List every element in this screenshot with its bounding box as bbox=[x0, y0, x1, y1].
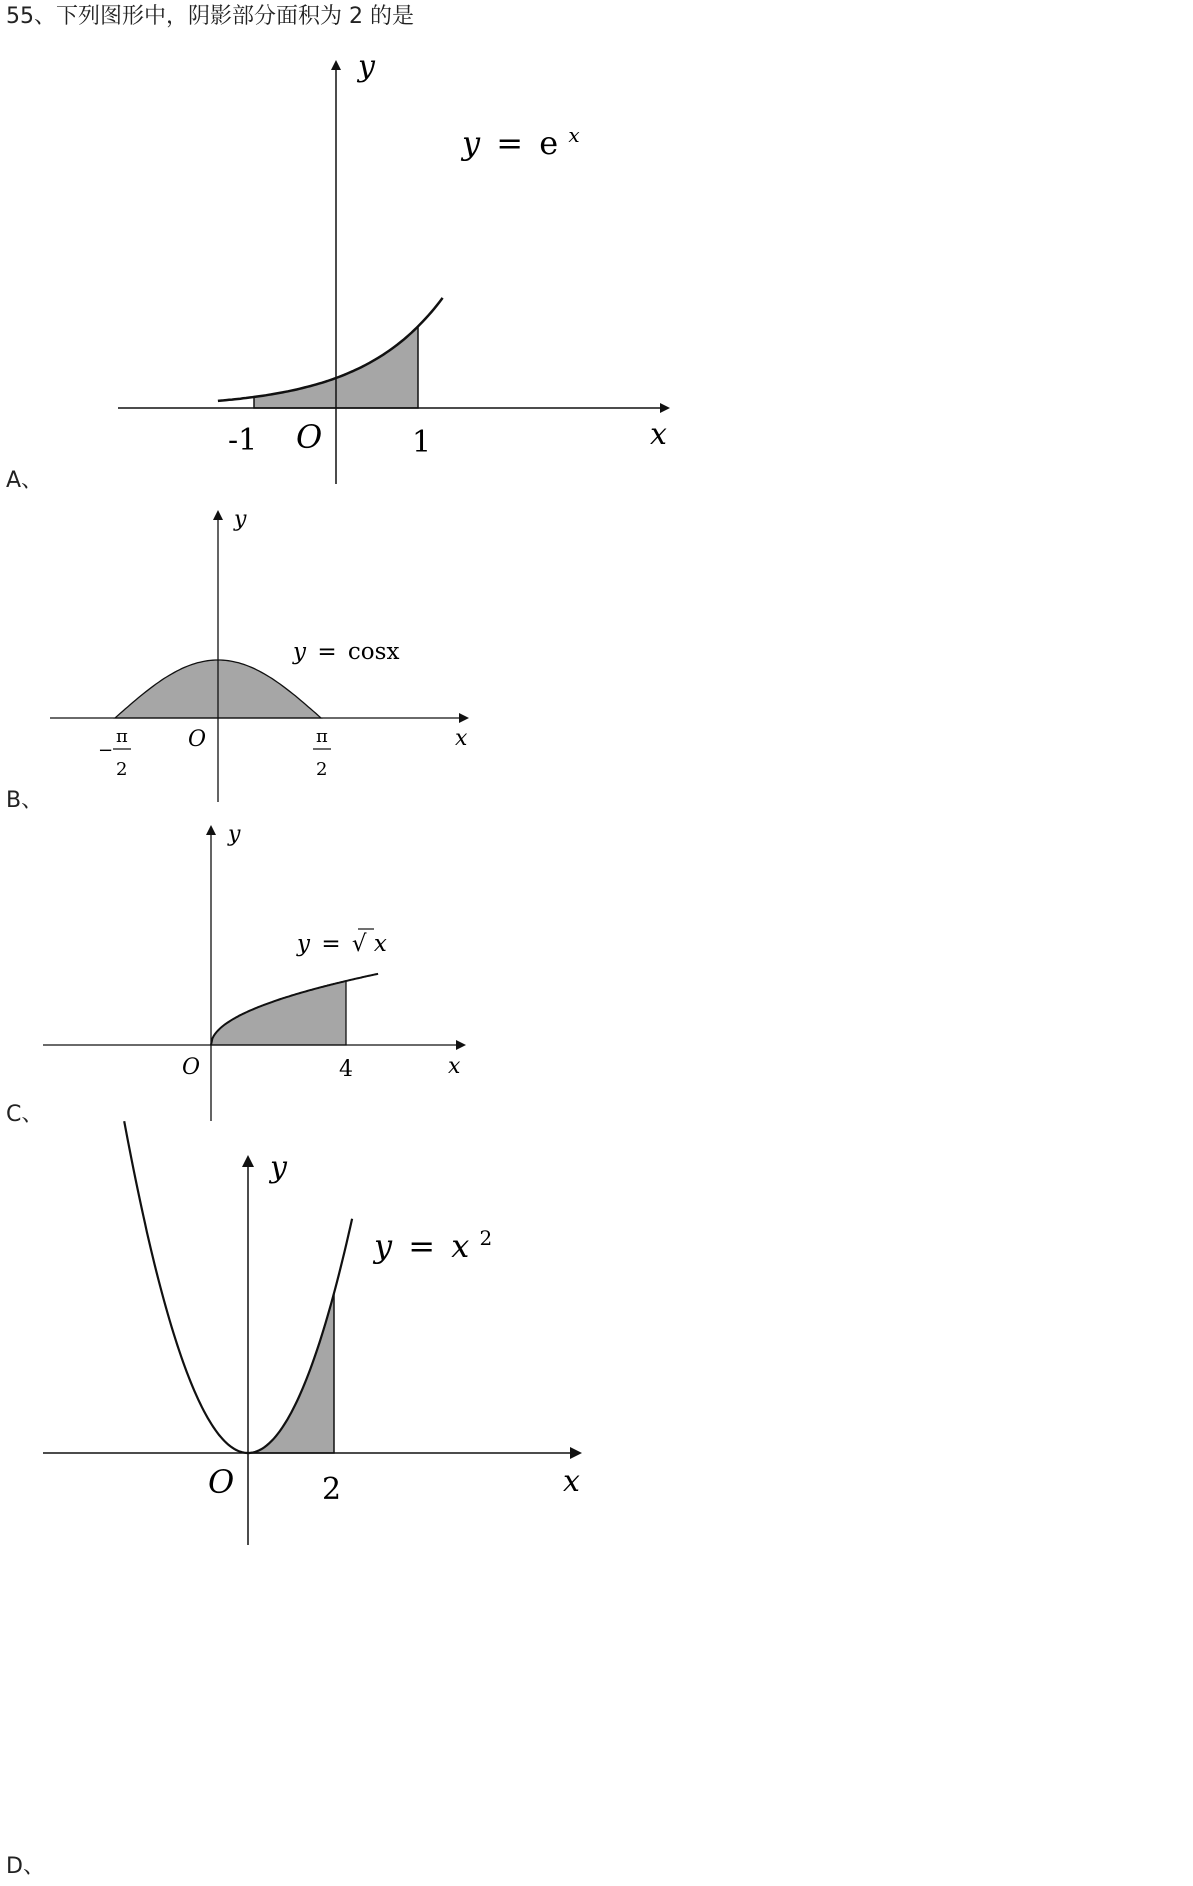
x-axis-label-b: x bbox=[455, 726, 468, 751]
shaded-region-c bbox=[211, 981, 346, 1045]
origin-label-d: O bbox=[208, 1463, 235, 1501]
question-text: 55、下列图形中，阴影部分面积为 2 的是 bbox=[6, 4, 414, 29]
function-label-b: y = cosx bbox=[293, 639, 400, 665]
tick-label-c-4: 4 bbox=[339, 1057, 353, 1082]
option-b-label: B、 bbox=[6, 788, 44, 813]
svg-text:π: π bbox=[116, 726, 128, 747]
svg-text:2: 2 bbox=[316, 759, 328, 780]
x-axis-label-c: x bbox=[448, 1054, 461, 1079]
x-axis-label-a: x bbox=[650, 417, 667, 452]
y-axis-label-b: y bbox=[234, 507, 247, 532]
x-axis-label-d: x bbox=[563, 1464, 580, 1499]
option-c-label: C、 bbox=[6, 1102, 44, 1127]
tick-label-b-neg-half-pi bbox=[98, 726, 131, 780]
graph-c bbox=[0, 815, 1193, 1125]
option-a-label: A、 bbox=[6, 468, 44, 493]
y-axis-label-a: y bbox=[358, 49, 375, 84]
svg-text:−: − bbox=[98, 740, 114, 761]
tick-label-d-2: 2 bbox=[322, 1472, 342, 1507]
origin-label-b: O bbox=[188, 727, 207, 752]
y-axis-label-d: y bbox=[270, 1150, 287, 1185]
graph-d bbox=[0, 1145, 1193, 1565]
graph-b bbox=[0, 500, 1193, 830]
graph-a bbox=[0, 0, 1193, 500]
function-label-a: y = e $^x$ bbox=[462, 123, 580, 162]
svg-text:2: 2 bbox=[116, 759, 128, 780]
y-axis-label-c: y bbox=[228, 822, 241, 847]
svg-text:π: π bbox=[316, 726, 328, 747]
tick-label-b-half-pi bbox=[313, 726, 331, 780]
tick-label-a-neg1: -1 bbox=[228, 423, 258, 458]
option-d-label: D、 bbox=[6, 1854, 45, 1879]
origin-label-c: O bbox=[182, 1055, 201, 1080]
tick-label-a-1: 1 bbox=[412, 425, 432, 460]
origin-label-a: O bbox=[296, 418, 323, 456]
function-label-c: y = √ x bbox=[297, 931, 387, 957]
function-label-d: y = x $^2$ bbox=[374, 1226, 493, 1265]
shaded-region-d bbox=[248, 1293, 334, 1453]
